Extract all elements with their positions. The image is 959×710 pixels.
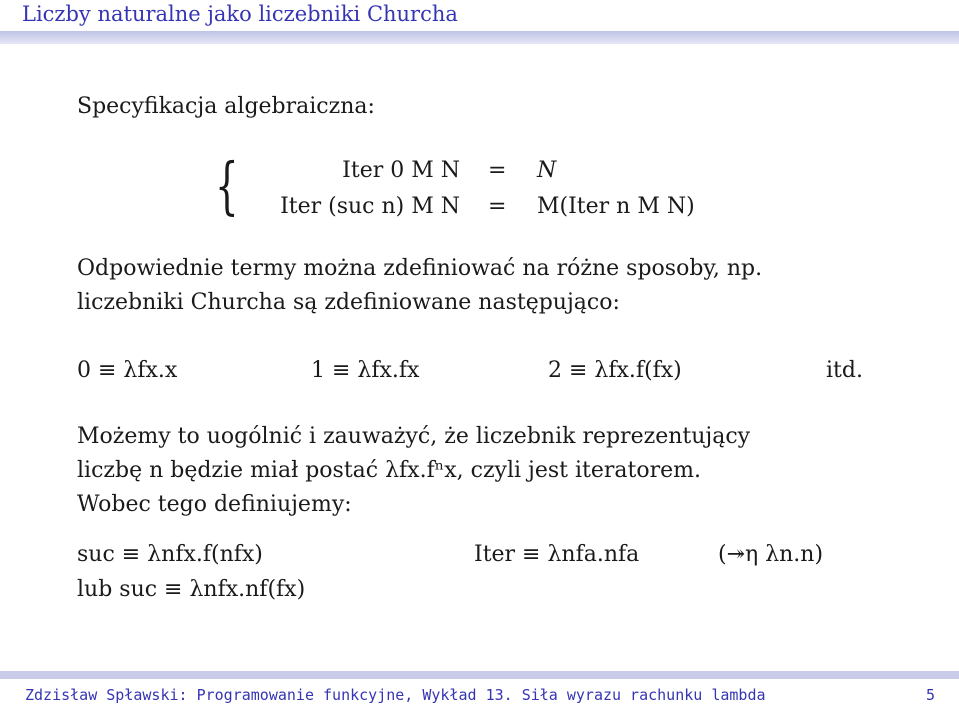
numeral-zero: 0 ≡ λfx.x	[77, 358, 178, 383]
system-line-2-left: Iter (suc n) M N	[280, 194, 460, 219]
numerals-etc: itd.	[826, 358, 863, 383]
system-line-1-right: N	[537, 158, 557, 183]
para1-line-1: Odpowiednie termy można zdefiniować na różne sposoby, np.	[77, 256, 763, 281]
system-line-1-eq: =	[488, 158, 507, 183]
para2-line-1: Możemy to uogólnić i zauważyć, że liczebnik reprezentujący	[77, 424, 751, 449]
def-iter-note: (↠η λn.n)	[718, 542, 824, 567]
def-suc: suc ≡ λnfx.f(nfx)	[77, 542, 263, 567]
title-bar	[0, 31, 959, 44]
system-line-2-eq: =	[488, 194, 507, 219]
spec-heading: Specyfikacja algebraiczna:	[77, 94, 375, 119]
left-brace: {	[215, 149, 239, 222]
system-line-2-right: M(Iter n M N)	[537, 194, 695, 219]
para1-line-2: liczebniki Churcha są zdefiniowane następująco:	[77, 290, 620, 315]
numeral-one: 1 ≡ λfx.fx	[311, 358, 420, 383]
system-line-1-left: Iter 0 M N	[342, 158, 460, 183]
page-number: 5	[925, 686, 935, 704]
footer-text: Zdzisław Spławski: Programowanie funkcyjne, Wykład 13. Siła wyrazu rachunku lambda	[25, 686, 766, 704]
slide-title: Liczby naturalne jako liczebniki Churcha	[22, 2, 458, 26]
para2-line-2: liczbę n będzie miał postać λfx.fⁿx, czyli jest iteratorem.	[77, 458, 702, 483]
numeral-two: 2 ≡ λfx.f(fx)	[548, 358, 682, 383]
para2-line-3: Wobec tego definiujemy:	[77, 492, 352, 517]
footer-bar	[0, 671, 959, 679]
def-suc-alt: lub suc ≡ λnfx.nf(fx)	[77, 577, 306, 602]
def-iter: Iter ≡ λnfa.nfa	[474, 542, 640, 567]
